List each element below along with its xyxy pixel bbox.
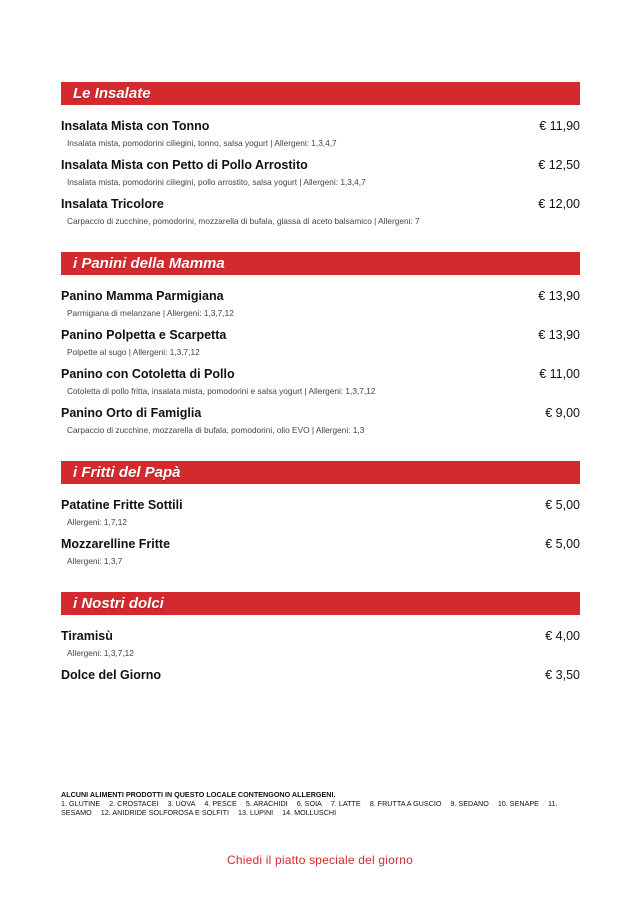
item-description: Parmigiana di melanzane | Allergeni: 1,3,7,12 [67, 308, 234, 318]
item-price: € 12,50 [538, 158, 580, 172]
item-description: Insalata mista, pomodorini ciliegini, pollo arrostito, salsa yogurt | Allergeni: 1,3,4,7 [67, 177, 366, 187]
item-description: Allergeni: 1,3,7 [67, 556, 123, 566]
allergen-item: 8. FRUTTA A GUSCIO [369, 799, 442, 808]
item-name: Panino Mamma Parmigiana [61, 289, 224, 303]
item-description: Carpaccio di zucchine, pomodorini, mozzarella di bufala, glassa di aceto balsamico | Allergeni: 7 [67, 216, 420, 226]
section-fritti [61, 461, 580, 575]
section-title: i Nostri dolci [61, 592, 580, 615]
section-panini [61, 252, 580, 444]
item-price: € 4,00 [545, 629, 580, 643]
menu-item [61, 667, 580, 706]
item-description: Insalata mista, pomodorini ciliegini, tonno, salsa yogurt | Allergeni: 1,3,4,7 [67, 138, 337, 148]
item-price: € 9,00 [545, 406, 580, 420]
menu-item [61, 366, 580, 405]
allergen-item: 5. ARACHIDI [245, 799, 288, 808]
menu-item [61, 288, 580, 327]
item-price: € 11,90 [539, 119, 580, 133]
item-price: € 13,90 [538, 289, 580, 303]
allergen-item: 4. PESCE [204, 799, 237, 808]
item-name: Panino Orto di Famiglia [61, 406, 202, 420]
item-description: Allergeni: 1,3,7,12 [67, 648, 134, 658]
item-name: Insalata Mista con Petto di Pollo Arrostito [61, 158, 308, 172]
item-name: Insalata Tricolore [61, 197, 164, 211]
allergen-item: 2. CROSTACEI [109, 799, 159, 808]
allergen-item: 10. SENAPE [497, 799, 539, 808]
section-dolci [61, 592, 580, 706]
item-description: Polpette al sugo | Allergeni: 1,3,7,12 [67, 347, 200, 357]
section-title: i Panini della Mamma [61, 252, 580, 275]
item-name: Panino Polpetta e Scarpetta [61, 328, 227, 342]
allergen-item: 6. SOIA [296, 799, 322, 808]
item-description: Cotoletta di pollo fritta, insalata mista, pomodorini e salsa yogurt | Allergeni: 1,3,7,12 [67, 386, 376, 396]
item-price: € 3,50 [545, 668, 580, 682]
item-name: Insalata Mista con Tonno [61, 119, 210, 133]
section-insalate [61, 82, 580, 235]
item-name: Patatine Fritte Sottili [61, 498, 183, 512]
item-description: Allergeni: 1,7,12 [67, 517, 127, 527]
item-price: € 5,00 [545, 537, 580, 551]
menu-page [61, 82, 580, 723]
menu-item [61, 157, 580, 196]
menu-item [61, 327, 580, 366]
daily-special-note: Chiedi il piatto speciale del giorno [227, 853, 413, 867]
item-name: Dolce del Giorno [61, 668, 162, 682]
menu-item [61, 405, 580, 444]
menu-item [61, 118, 580, 157]
item-name: Panino con Cotoletta di Pollo [61, 367, 235, 381]
section-title: Le Insalate [61, 82, 580, 105]
item-price: € 11,00 [539, 367, 580, 381]
allergen-item: 3. UOVA [167, 799, 196, 808]
allergen-item: 7. LATTE [330, 799, 361, 808]
item-price: € 5,00 [545, 498, 580, 512]
allergen-item: 1. GLUTINE [61, 799, 101, 808]
item-price: € 13,90 [538, 328, 580, 342]
item-description: Carpaccio di zucchine, mozzarella di bufala, pomodorini, olio EVO | Allergeni: 1,3 [67, 425, 365, 435]
allergen-note-title: ALCUNI ALIMENTI PRODOTTI IN QUESTO LOCALE CONTENGONO ALLERGENI. [61, 790, 336, 799]
item-name: Tiramisù [61, 629, 113, 643]
allergen-list [61, 799, 581, 817]
allergen-item: 12. ANIDRIDE SOLFOROSA E SOLFITI [100, 808, 229, 817]
allergen-item: 11. SESAMO [61, 799, 558, 817]
allergen-item: 14. MOLLUSCHI [282, 808, 337, 817]
item-name: Mozzarelline Fritte [61, 537, 171, 551]
allergen-item: 13. LUPINI [237, 808, 274, 817]
menu-item [61, 536, 580, 575]
item-price: € 12,00 [538, 197, 580, 211]
menu-item [61, 196, 580, 235]
section-title: i Fritti del Papà [61, 461, 580, 484]
allergen-note [61, 790, 581, 817]
menu-item [61, 497, 580, 536]
allergen-item: 9. SEDANO [450, 799, 489, 808]
menu-item [61, 628, 580, 667]
